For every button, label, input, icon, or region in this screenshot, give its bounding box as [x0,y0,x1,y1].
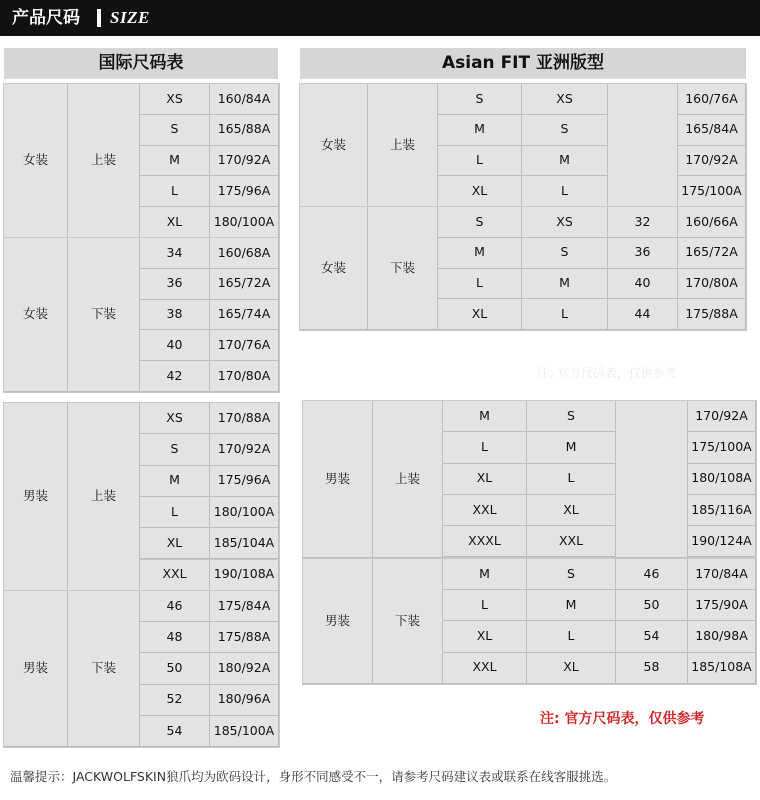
intl-men-top-size-cell: XXL [140,560,210,591]
intl-men-bottom-size-cell: 180/92A [210,653,279,684]
intl-women-top-size-cell: XL [140,207,210,238]
asian-men-bottom-size-cell: S [527,559,616,590]
intl-men-bottom-size-cell: 48 [140,622,210,653]
intl-men-top-size-cell: 170/92A [210,434,279,465]
intl-men-bottom-size-cell: 175/88A [210,622,279,653]
asian-men-bottom-size-cell: M [443,559,527,590]
header-bar [0,0,760,36]
intl-men-bottom-size-cell: 180/96A [210,685,279,716]
asian-men-bottom-size-cell: L [443,590,527,621]
intl-men-bottom-size-cell: 185/100A [210,716,279,747]
asian-women-bottom-size-cell: 36 [608,238,678,269]
intl-men-bottom-gender-cell: 男装 [4,591,68,747]
intl-men-top-type-cell: 上装 [68,403,140,591]
asian-women-top-size-cell: M [522,146,608,177]
asian-women-top-size-cell: L [522,176,608,207]
asian-women-bottom-size-cell: XL [438,299,522,330]
intl-men-top-size-cell: M [140,466,210,497]
asian-women-bottom-size-cell: 32 [608,207,678,238]
intl-women-bottom-size-cell: 42 [140,361,210,392]
asian-men-top-size-cell: M [527,432,616,463]
intl-women-top-size-cell: 165/88A [210,115,279,146]
asian-men-bottom-size-cell: L [527,621,616,652]
asian-men-bottom-size-cell: XXL [443,653,527,684]
intl-women-bottom-size-cell: 36 [140,269,210,300]
intl-women-top-size-cell: XS [140,84,210,115]
asian-men-bottom-size-cell: XL [527,653,616,684]
intl-women-top-size-cell: 175/96A [210,176,279,207]
intl-men-bottom-size-cell: 50 [140,653,210,684]
intl-men-top-size-cell: 180/100A [210,497,279,528]
asian-women-top-blank-cell [608,84,678,207]
intl-women-bottom-size-cell: 34 [140,238,210,269]
asian-women-top-size-cell: XL [438,176,522,207]
asian-men-bottom-gender-cell: 男装 [303,559,373,684]
intl-women-bottom-size-cell: 38 [140,300,210,331]
footer-tip: 温馨提示：JACKWOLFSKIN狼爪均为欧码设计，身形不同感受不一，请参考尺码建议表或联系在线客服挑选。 [10,769,617,784]
asian-men-top-size-cell: L [527,464,616,495]
asian-women-top-size-cell: S [522,115,608,146]
asian-men-bottom-size-cell: M [527,590,616,621]
asian-men-bottom-size-cell: 170/84A [688,559,756,590]
intl-men-top-size-cell: 170/88A [210,403,279,434]
intl-women-top-size-cell: M [140,146,210,177]
intl-table-title: 国际尺码表 [4,48,278,79]
asian-men-top-size-cell: L [443,432,527,463]
asian-men-top-size-cell: 170/92A [688,401,756,432]
asian-women-bottom-size-cell: 175/88A [678,299,746,330]
asian-women-bottom-size-cell: S [438,207,522,238]
asian-men-bottom-size-cell: 185/108A [688,653,756,684]
intl-women-bottom-size-cell: 40 [140,330,210,361]
asian-men-bottom-size-cell: 46 [616,559,688,590]
header-title: 产品尺码 [12,8,80,28]
intl-men-bottom-size-cell: 175/84A [210,591,279,622]
intl-women-top-size-cell: 170/92A [210,146,279,177]
intl-women-top-type-cell: 上装 [68,84,140,238]
intl-women-bottom-size-cell: 165/74A [210,300,279,331]
intl-women-bottom-type-cell: 下装 [68,238,140,392]
asian-men-bottom-size-cell: 58 [616,653,688,684]
header-subtitle: SIZE [110,8,150,27]
intl-women-top-size-cell: L [140,176,210,207]
intl-men-bottom-size-cell: 54 [140,716,210,747]
asian-women-top-gender-cell: 女装 [300,84,368,207]
asian-men-top-size-cell: M [443,401,527,432]
intl-women-top-size-cell: 160/84A [210,84,279,115]
asian-men-top-size-cell: XL [443,464,527,495]
asian-men-top-size-cell: 175/100A [688,432,756,463]
asian-men-bottom-size-cell: 180/98A [688,621,756,652]
asian-women-bottom-size-cell: 170/80A [678,269,746,300]
asian-women-bottom-size-cell: 44 [608,299,678,330]
intl-men-top-size-cell: L [140,497,210,528]
intl-men-top-gender-cell: 男装 [4,403,68,591]
asian-women-bottom-size-cell: M [438,238,522,269]
faded-watermark-text: 注: 官方尺码表，仅供参考 [537,366,677,380]
asian-women-top-size-cell: 175/100A [678,176,746,207]
asian-men-top-blank-cell [616,401,688,558]
intl-women-bottom-size-cell: 170/76A [210,330,279,361]
asian-women-bottom-size-cell: XS [522,207,608,238]
asian-men-top-size-cell: 185/116A [688,495,756,526]
asian-women-top-size-cell: XS [522,84,608,115]
intl-men-bottom-size-cell: 46 [140,591,210,622]
asian-men-bottom-size-cell: XL [443,621,527,652]
asian-women-top-size-cell: M [438,115,522,146]
asian-men-bottom-type-cell: 下装 [373,559,443,684]
asian-men-top-size-cell: XXXL [443,526,527,557]
asian-women-top-size-cell: 160/76A [678,84,746,115]
asian-women-top-size-cell: S [438,84,522,115]
intl-women-bottom-size-cell: 160/68A [210,238,279,269]
intl-women-bottom-size-cell: 170/80A [210,361,279,392]
asian-women-bottom-type-cell: 下装 [368,207,438,330]
official-size-note: 注: 官方尺码表，仅供参考 [540,711,705,727]
intl-men-top-size-cell: XL [140,528,210,559]
asian-men-top-size-cell: S [527,401,616,432]
asian-women-top-size-cell: 165/84A [678,115,746,146]
asian-table-title: Asian FIT 亚洲版型 [300,48,746,79]
intl-women-top-size-cell: S [140,115,210,146]
asian-women-bottom-gender-cell: 女装 [300,207,368,330]
intl-men-top-size-cell: S [140,434,210,465]
asian-men-top-size-cell: XL [527,495,616,526]
intl-men-top-size-cell: XS [140,403,210,434]
asian-women-bottom-size-cell: M [522,269,608,300]
asian-women-bottom-size-cell: 165/72A [678,238,746,269]
asian-women-top-size-cell: L [438,146,522,177]
intl-women-top-gender-cell: 女装 [4,84,68,238]
asian-women-bottom-size-cell: L [522,299,608,330]
asian-women-bottom-size-cell: 160/66A [678,207,746,238]
asian-men-top-size-cell: 190/124A [688,526,756,557]
asian-men-top-gender-cell: 男装 [303,401,373,558]
asian-men-top-size-cell: XXL [443,495,527,526]
intl-men-bottom-size-cell: 52 [140,685,210,716]
intl-women-bottom-size-cell: 165/72A [210,269,279,300]
asian-women-bottom-size-cell: 40 [608,269,678,300]
asian-women-top-size-cell: 170/92A [678,146,746,177]
intl-men-top-size-cell: 190/108A [210,560,279,591]
asian-men-top-type-cell: 上装 [373,401,443,558]
intl-men-bottom-type-cell: 下装 [68,591,140,747]
intl-men-top-size-cell: 175/96A [210,466,279,497]
asian-men-bottom-size-cell: 50 [616,590,688,621]
asian-men-top-size-cell: XXL [527,526,616,557]
intl-men-top-size-cell: 185/104A [210,528,279,559]
asian-women-bottom-size-cell: S [522,238,608,269]
asian-women-top-type-cell: 上装 [368,84,438,207]
header-divider [97,9,101,27]
asian-men-bottom-size-cell: 175/90A [688,590,756,621]
asian-men-bottom-size-cell: 54 [616,621,688,652]
asian-women-bottom-size-cell: L [438,269,522,300]
asian-men-top-size-cell: 180/108A [688,464,756,495]
intl-women-bottom-gender-cell: 女装 [4,238,68,392]
intl-women-top-size-cell: 180/100A [210,207,279,238]
